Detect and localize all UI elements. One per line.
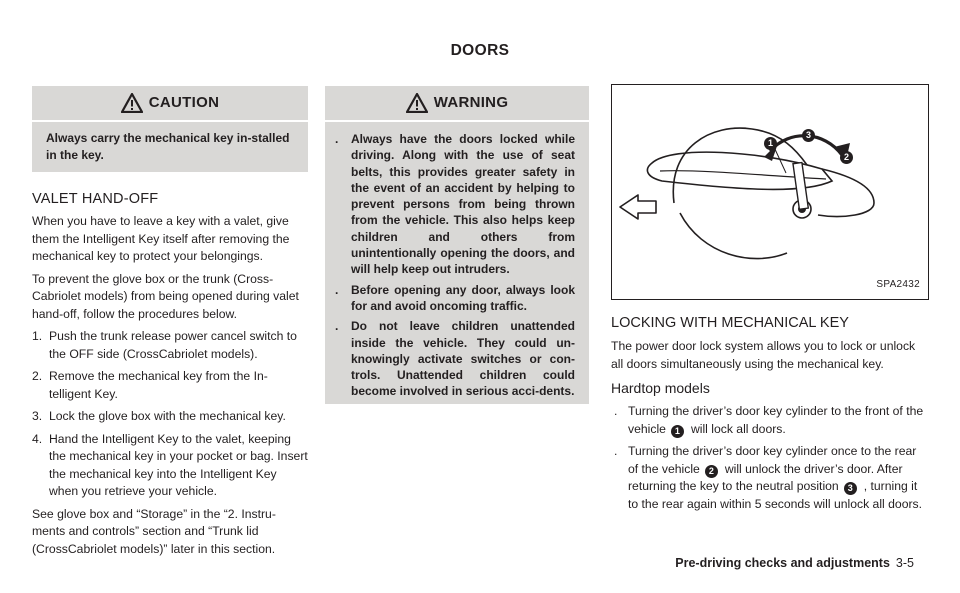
warning-item (333, 131, 575, 278)
bullet: . (335, 319, 339, 334)
callout-2: 2 (840, 151, 853, 164)
step-text: Push the trunk release power cancel switch to the OFF side (CrossCabriolet models). (49, 329, 297, 361)
hardtop-bullet-text (628, 403, 929, 438)
step-number: 2. (32, 369, 43, 383)
warning-heading: WARNING (433, 94, 509, 112)
step-text: Hand the Intelligent Key to the valet, keeping the mechanical key in your pocket or bag. Insert the mechanical key into the Intelligent Key when you retrieve your vehicle. (49, 431, 308, 498)
callout-3: 3 (844, 482, 857, 495)
hardtop-bullet (611, 443, 929, 513)
figure-code: SPA2432 (876, 278, 920, 290)
warning-text: Always have the doors locked while driving. Along with the use of seat belts, this provides greater safety in the event of an accident by helping to prevent persons from being thrown from the vehicle. This also helps keep children and others from unintentionally opening the doors, and will help keep out intruders. (351, 132, 575, 277)
door-handle-figure (611, 84, 929, 300)
valet-heading: VALET HAND-OFF (32, 191, 159, 207)
step-item (32, 431, 308, 501)
step-item (32, 328, 308, 363)
bullet-text-part: will lock all doors. (690, 421, 786, 436)
bullet-text-part: , turning it to the rear again within 5 seconds will unlock all doors. (628, 479, 923, 511)
bullet: . (335, 282, 339, 297)
step-number: 3. (32, 409, 43, 423)
section-title: DOORS (450, 42, 510, 59)
warning-item (333, 282, 575, 315)
bullet-text-part: Turning the driver’s door key cylinder to the front of the vehicle (628, 404, 924, 436)
valet-see-also: See glove box and “Storage” in the “2. Instru-ments and controls” section and “Trunk lid (CrossCabriolet models)” later in this section. (32, 506, 276, 556)
caution-header (32, 86, 308, 120)
step-text: Lock the glove box with the mechanical key. (49, 409, 286, 423)
caution-heading: CAUTION (148, 94, 220, 112)
warning-item (333, 318, 575, 399)
callout-3: 3 (802, 129, 815, 142)
locking-text: The power door lock system allows you to lock or unlock all doors simultaneously using the mechanical key. (611, 339, 916, 371)
middle-column (325, 86, 589, 404)
hardtop-bullet-text (628, 443, 929, 513)
valet-prevent: To prevent the glove box or the trunk (Cross-Cabriolet models) from being opened during valet hand-off, follow the procedures below. (32, 271, 299, 321)
step-text: Remove the mechanical key from the In-telligent Key. (49, 369, 268, 401)
hardtop-heading: Hardtop models (611, 380, 710, 396)
warning-text: Before opening any door, always look for and avoid oncoming traffic. (351, 282, 575, 313)
door-handle-illustration (612, 85, 928, 299)
hardtop-bullet (611, 403, 929, 438)
caution-triangle-icon (121, 93, 143, 113)
step-number: 4. (32, 431, 43, 446)
left-column (32, 86, 308, 563)
bullet: . (335, 132, 339, 146)
step-item (32, 368, 308, 403)
page-footer (675, 556, 914, 570)
bullet: . (614, 404, 618, 418)
footer-title: Pre-driving checks and adjustments (675, 556, 890, 570)
valet-intro: When you have to leave a key with a valet, give them the Intelligent Key itself after removing the mechanical key to protect your belongings. (32, 214, 290, 263)
bullet-text-part: will unlock the driver’s door. After returning the key to the neutral position (628, 461, 903, 493)
callout-1: 1 (764, 137, 777, 150)
caution-text: Always carry the mechanical key in-stalled in the key. (32, 122, 308, 172)
locking-heading: LOCKING WITH MECHANICAL KEY (611, 315, 849, 331)
warning-text: Do not leave children unattended inside the vehicle. They could un-knowingly activate switches or con-trols. Unattended children could become involved in serious acci-dents. (351, 319, 575, 399)
bullet-text-part: Turning the driver’s door key cylinder once to the rear of the vehicle (628, 444, 917, 476)
callout-2: 2 (705, 465, 718, 478)
warning-body (325, 122, 589, 404)
right-column (611, 84, 929, 518)
page-number: 3-5 (895, 556, 914, 570)
warning-header (325, 86, 589, 120)
callout-1: 1 (671, 425, 684, 438)
bullet: . (614, 444, 618, 458)
step-item (32, 408, 308, 426)
warning-triangle-icon (406, 93, 428, 113)
valet-steps (32, 328, 308, 501)
step-number: 1. (32, 329, 43, 343)
